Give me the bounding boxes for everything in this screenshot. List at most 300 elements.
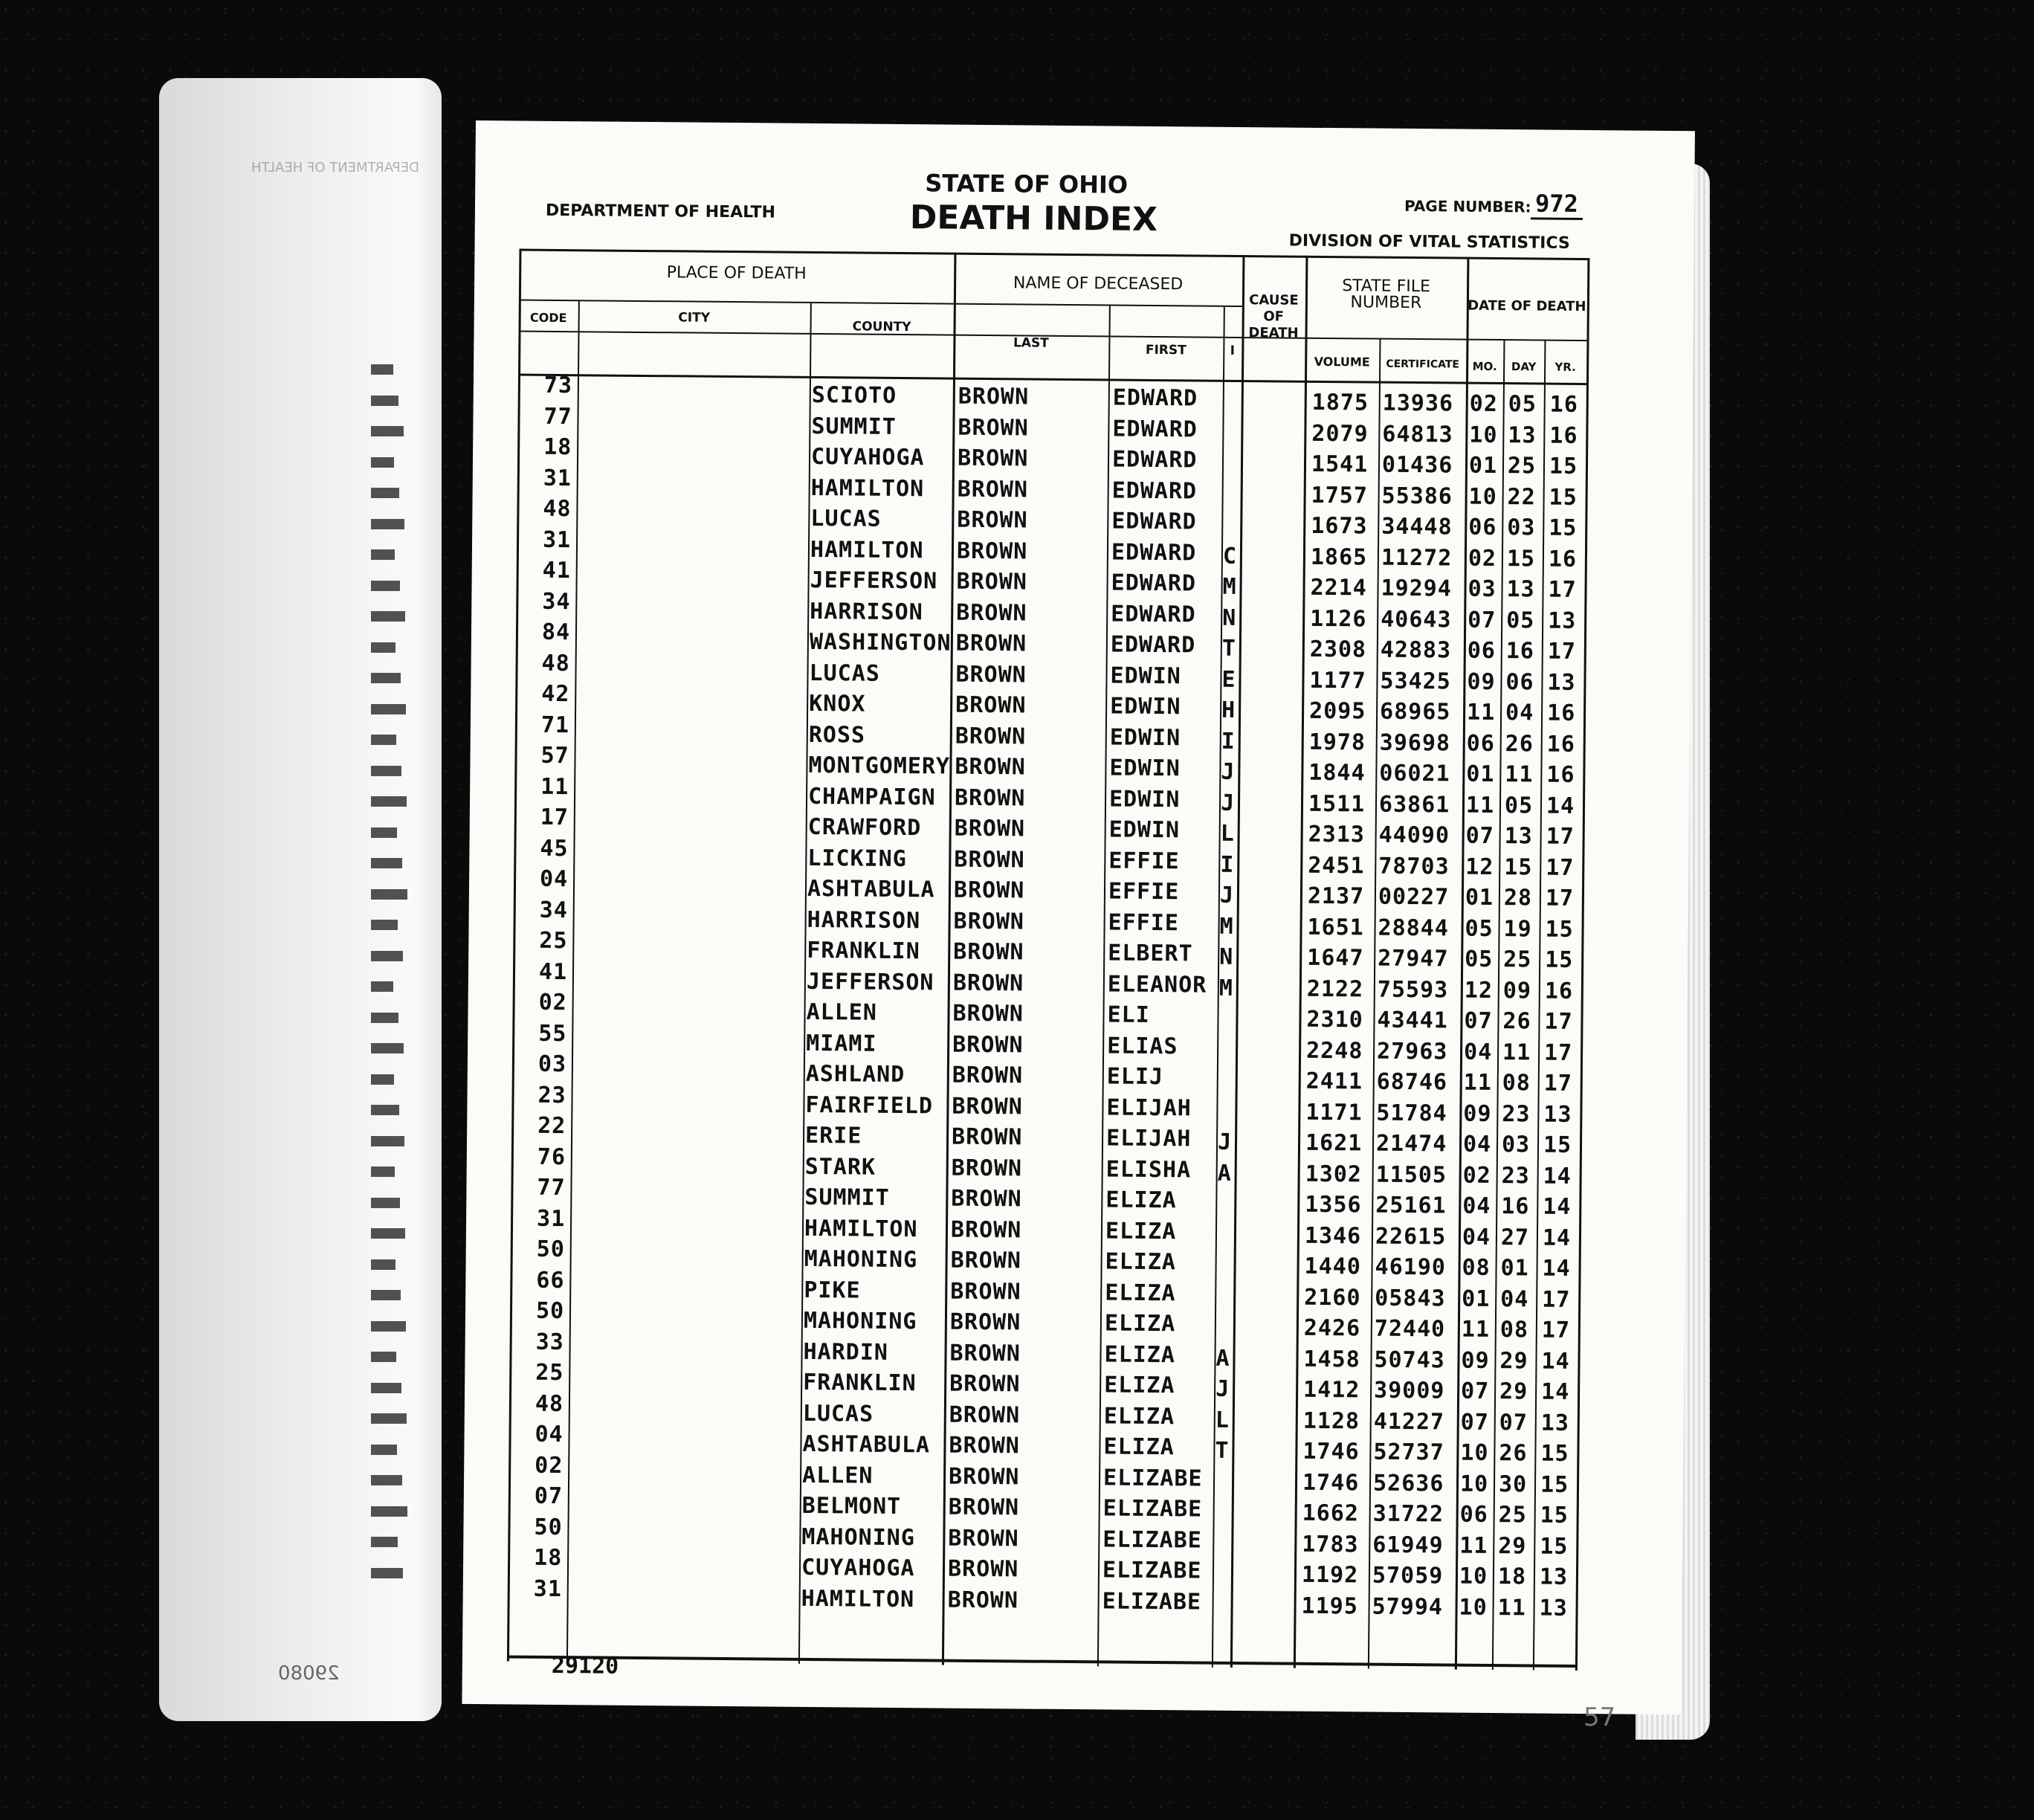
row-day: 19 <box>1503 915 1532 942</box>
row-certificate: 46190 <box>1375 1253 1447 1281</box>
left-page-mark <box>371 1537 398 1547</box>
row-county: HARDIN <box>803 1338 889 1366</box>
row-year: 13 <box>1547 669 1576 696</box>
row-certificate: 40643 <box>1381 606 1452 633</box>
row-day: 13 <box>1504 823 1533 850</box>
left-page-mark <box>371 951 403 961</box>
row-code: 25 <box>535 1359 564 1387</box>
row-month: 11 <box>1463 1069 1493 1096</box>
row-day: 26 <box>1502 1008 1531 1035</box>
row-county: FRANKLIN <box>807 937 920 965</box>
row-volume: 2095 <box>1308 697 1366 725</box>
row-month: 09 <box>1467 668 1496 695</box>
row-volume: 1978 <box>1308 729 1366 755</box>
row-county: LUCAS <box>810 505 882 532</box>
cause-of-death-header: CAUSE OF DEATH <box>1248 292 1299 341</box>
row-code: 18 <box>543 433 572 461</box>
row-volume: 1757 <box>1311 482 1369 509</box>
row-day: 05 <box>1508 391 1537 418</box>
row-code: 07 <box>534 1482 564 1510</box>
row-last-name: BROWN <box>958 414 1029 442</box>
row-certificate: 61949 <box>1372 1532 1444 1558</box>
row-volume: 1440 <box>1304 1253 1361 1280</box>
row-certificate: 19294 <box>1381 575 1453 602</box>
row-code: 41 <box>542 557 571 584</box>
row-initial: E <box>1221 666 1236 693</box>
county-header: COUNTY <box>852 319 911 335</box>
row-county: LUCAS <box>802 1400 874 1427</box>
year-header: YR. <box>1554 360 1576 374</box>
row-day: 04 <box>1500 1285 1529 1312</box>
left-page-mark <box>371 1074 394 1085</box>
row-year: 17 <box>1546 823 1575 850</box>
left-page-mark <box>371 1321 406 1332</box>
row-last-name: BROWN <box>950 1247 1022 1274</box>
row-day: 22 <box>1507 483 1536 510</box>
row-code: 03 <box>537 1051 567 1078</box>
row-initial: L <box>1215 1407 1230 1433</box>
row-last-name: BROWN <box>949 1401 1021 1428</box>
row-first-name: EDWIN <box>1108 785 1181 813</box>
row-month: 01 <box>1465 884 1494 911</box>
row-day: 13 <box>1506 576 1535 603</box>
row-year: 14 <box>1542 1224 1572 1251</box>
row-first-name: EDWARD <box>1111 538 1197 566</box>
code-header: CODE <box>529 310 567 326</box>
row-certificate: 52737 <box>1373 1439 1444 1466</box>
row-certificate: 39009 <box>1373 1377 1445 1404</box>
page-number-label: PAGE NUMBER: <box>1404 196 1531 216</box>
row-year: 13 <box>1548 607 1577 634</box>
row-code: 71 <box>540 711 570 738</box>
row-code: 25 <box>539 927 568 955</box>
row-year: 17 <box>1546 854 1575 881</box>
row-month: 07 <box>1460 1378 1490 1404</box>
row-month: 12 <box>1464 977 1494 1004</box>
row-county: CRAWFORD <box>807 813 922 842</box>
row-code: 02 <box>535 1452 564 1479</box>
row-first-name: ELIZA <box>1103 1433 1175 1461</box>
row-volume: 1192 <box>1301 1561 1359 1589</box>
row-last-name: BROWN <box>949 1370 1021 1398</box>
row-day: 08 <box>1502 1070 1531 1097</box>
row-certificate: 51784 <box>1376 1100 1447 1126</box>
row-code: 48 <box>543 495 572 523</box>
row-first-name: EDWIN <box>1108 816 1181 844</box>
row-code: 48 <box>535 1390 564 1417</box>
row-initial: M <box>1219 913 1234 940</box>
row-first-name: EDWARD <box>1112 384 1198 412</box>
row-code: 04 <box>535 1421 564 1448</box>
row-certificate: 05843 <box>1375 1285 1446 1311</box>
left-page-mark <box>371 581 400 591</box>
row-volume: 1171 <box>1305 1099 1363 1126</box>
row-last-name: BROWN <box>957 506 1028 534</box>
row-last-name: BROWN <box>955 661 1027 688</box>
row-day: 23 <box>1502 1100 1531 1127</box>
row-county: LICKING <box>807 845 907 872</box>
row-certificate: 43441 <box>1377 1007 1448 1034</box>
row-certificate: 44090 <box>1378 822 1450 849</box>
month-header: MO. <box>1472 359 1497 373</box>
row-volume: 2411 <box>1305 1068 1363 1095</box>
row-initial: T <box>1215 1437 1230 1464</box>
row-code: 50 <box>536 1236 566 1263</box>
row-certificate: 57994 <box>1372 1593 1444 1620</box>
row-first-name: ELISHA <box>1105 1155 1192 1183</box>
row-last-name: BROWN <box>957 445 1029 472</box>
row-certificate: 31722 <box>1372 1500 1444 1528</box>
row-first-name: ELIZABE <box>1102 1495 1203 1523</box>
row-last-name: BROWN <box>947 1587 1019 1613</box>
row-month: 10 <box>1468 483 1497 510</box>
certificate-header: CERTIFICATE <box>1386 358 1460 371</box>
row-county: HAMILTON <box>804 1215 918 1242</box>
row-certificate: 42883 <box>1380 636 1452 664</box>
row-month: 09 <box>1463 1100 1492 1127</box>
left-page-mark <box>371 1198 400 1208</box>
row-year: 13 <box>1543 1101 1572 1128</box>
row-code: 34 <box>542 588 571 615</box>
row-first-name: ELI <box>1107 1001 1150 1028</box>
row-month: 04 <box>1462 1193 1491 1219</box>
left-page-mark <box>371 642 396 653</box>
row-certificate: 68746 <box>1376 1068 1448 1096</box>
row-last-name: BROWN <box>953 938 1024 966</box>
row-initial: J <box>1217 1129 1233 1155</box>
row-county: HAMILTON <box>801 1585 915 1613</box>
left-page-mark <box>371 1043 404 1053</box>
row-initial: C <box>1222 543 1238 569</box>
row-code: 41 <box>538 958 568 985</box>
left-page-mark <box>371 766 401 776</box>
row-day: 03 <box>1501 1132 1531 1158</box>
row-first-name: ELIZABE <box>1102 1587 1202 1616</box>
row-day: 13 <box>1508 422 1537 448</box>
row-volume: 1662 <box>1302 1500 1360 1527</box>
row-year: 13 <box>1539 1595 1568 1621</box>
row-year: 17 <box>1547 638 1577 665</box>
row-year: 15 <box>1540 1533 1569 1560</box>
row-month: 01 <box>1462 1285 1491 1312</box>
left-page-mark <box>371 981 393 992</box>
row-last-name: BROWN <box>956 538 1028 564</box>
row-initial: I <box>1221 728 1236 755</box>
row-certificate: 78703 <box>1378 853 1450 880</box>
row-last-name: BROWN <box>956 599 1027 626</box>
row-code: 42 <box>541 680 570 708</box>
row-volume: 1126 <box>1310 605 1367 632</box>
row-certificate: 72440 <box>1374 1315 1446 1343</box>
row-day: 29 <box>1499 1347 1528 1374</box>
row-first-name: ELIZA <box>1104 1310 1176 1337</box>
row-code: 18 <box>533 1544 563 1572</box>
row-day: 15 <box>1506 545 1536 572</box>
row-code: 22 <box>537 1112 566 1140</box>
row-volume: 2248 <box>1305 1037 1363 1064</box>
row-last-name: BROWN <box>955 753 1026 781</box>
row-last-name: BROWN <box>953 908 1025 935</box>
row-last-name: BROWN <box>955 723 1027 749</box>
row-code: 77 <box>543 403 572 430</box>
left-page-mark <box>371 827 397 838</box>
row-county: CUYAHOGA <box>801 1554 915 1582</box>
row-certificate: 68965 <box>1379 698 1451 726</box>
row-day: 04 <box>1505 700 1534 726</box>
left-page-mark <box>371 1136 404 1146</box>
row-year: 17 <box>1543 1039 1573 1066</box>
row-day: 25 <box>1507 453 1537 480</box>
row-year: 17 <box>1543 1070 1573 1097</box>
row-code: 31 <box>542 526 572 553</box>
row-year: 17 <box>1548 576 1577 603</box>
row-volume: 1621 <box>1305 1129 1363 1157</box>
row-month: 12 <box>1465 853 1494 880</box>
row-volume: 1746 <box>1302 1469 1360 1496</box>
row-county: FRANKLIN <box>803 1369 917 1397</box>
row-volume: 2122 <box>1306 975 1364 1002</box>
row-code: 84 <box>541 619 571 646</box>
row-certificate: 57059 <box>1372 1562 1444 1590</box>
row-last-name: BROWN <box>955 630 1027 657</box>
row-county: ALLEN <box>806 998 878 1026</box>
row-first-name: EDWARD <box>1111 569 1197 597</box>
row-county: STARK <box>804 1153 876 1181</box>
row-month: 10 <box>1460 1439 1489 1466</box>
row-initial: N <box>1222 604 1237 631</box>
row-county: CUYAHOGA <box>810 443 925 471</box>
left-page-mark <box>371 396 398 406</box>
row-initial: A <box>1217 1160 1232 1187</box>
row-county: SUMMIT <box>811 413 897 440</box>
state-title: STATE OF OHIO <box>925 169 1129 199</box>
row-county: ROSS <box>808 721 866 749</box>
row-code: 02 <box>538 989 567 1016</box>
row-day: 26 <box>1505 730 1534 757</box>
row-county: HARRISON <box>810 598 923 625</box>
row-initial: M <box>1218 975 1234 1001</box>
name-of-deceased-header: NAME OF DECEASED <box>1013 274 1184 294</box>
row-day: 25 <box>1503 946 1532 973</box>
row-last-name: BROWN <box>954 784 1026 811</box>
row-year: 14 <box>1543 1163 1572 1190</box>
row-year: 14 <box>1543 1193 1572 1220</box>
left-page-mark <box>371 735 396 745</box>
row-initial: A <box>1215 1345 1230 1372</box>
row-county: WASHINGTON <box>809 628 952 656</box>
row-year: 15 <box>1549 484 1578 511</box>
row-first-name: ELIJ <box>1106 1063 1164 1091</box>
left-page-mark <box>371 889 407 900</box>
edge-number: 57 <box>1583 1703 1616 1732</box>
row-code: 34 <box>539 897 569 923</box>
row-certificate: 64813 <box>1382 421 1453 448</box>
row-initial: I <box>1220 851 1235 878</box>
row-first-name: ELIZA <box>1103 1402 1175 1430</box>
page-title: DEATH INDEX <box>909 199 1158 239</box>
row-first-name: ELIZABE <box>1102 1526 1202 1554</box>
row-last-name: BROWN <box>947 1555 1019 1583</box>
row-month: 09 <box>1461 1347 1490 1374</box>
row-year: 13 <box>1539 1564 1569 1590</box>
left-page-mark <box>371 1013 398 1023</box>
row-certificate: 11505 <box>1375 1161 1447 1188</box>
row-year: 17 <box>1541 1317 1571 1343</box>
row-year: 15 <box>1540 1471 1569 1498</box>
row-day: 11 <box>1505 761 1534 788</box>
row-year: 16 <box>1546 761 1575 788</box>
row-year: 13 <box>1540 1410 1570 1436</box>
left-page-mark <box>371 426 404 436</box>
row-last-name: BROWN <box>952 1093 1023 1120</box>
left-page-mark <box>371 1568 403 1578</box>
left-page-mark <box>371 488 399 498</box>
row-month: 02 <box>1462 1162 1491 1189</box>
left-page-mark <box>371 611 405 622</box>
row-last-name: BROWN <box>948 1463 1020 1490</box>
state-file-number-header: STATE FILE NUMBER <box>1342 277 1431 313</box>
index-table <box>507 249 1590 1671</box>
row-volume: 1195 <box>1301 1592 1359 1619</box>
row-county: SUMMIT <box>804 1184 890 1211</box>
death-index-page <box>462 120 1695 1714</box>
left-page-mark <box>371 519 404 529</box>
row-last-name: BROWN <box>949 1308 1021 1336</box>
row-volume: 1844 <box>1308 759 1366 787</box>
row-volume: 1302 <box>1305 1161 1363 1187</box>
row-day: 27 <box>1500 1224 1530 1251</box>
row-year: 15 <box>1543 1132 1572 1158</box>
row-year: 16 <box>1549 391 1578 418</box>
left-page-mark <box>371 1352 396 1362</box>
row-volume: 1511 <box>1308 790 1366 817</box>
row-county: JEFFERSON <box>806 968 934 995</box>
row-volume: 2137 <box>1307 882 1365 910</box>
initial-header: I <box>1230 343 1236 358</box>
left-page-mark <box>371 858 402 868</box>
row-first-name: ELEANOR <box>1107 970 1207 998</box>
row-county: JEFFERSON <box>810 567 938 595</box>
row-certificate: 27963 <box>1376 1038 1448 1065</box>
row-year: 15 <box>1549 514 1578 541</box>
left-page-mark <box>371 1105 399 1115</box>
row-day: 06 <box>1505 668 1534 695</box>
left-page-mark <box>371 1413 407 1424</box>
row-county: MIAMI <box>806 1030 877 1057</box>
left-page-mark <box>371 549 395 560</box>
place-of-death-header: PLACE OF DEATH <box>666 263 807 283</box>
row-last-name: BROWN <box>948 1494 1020 1521</box>
row-month: 03 <box>1468 575 1497 603</box>
day-header: DAY <box>1511 360 1537 374</box>
row-first-name: ELIZA <box>1105 1248 1177 1276</box>
row-month: 06 <box>1468 514 1497 541</box>
row-month: 02 <box>1469 390 1499 418</box>
left-page-mark <box>371 796 407 807</box>
row-county: ASHTABULA <box>802 1430 931 1459</box>
row-certificate: 75593 <box>1377 976 1449 1003</box>
row-code: 57 <box>540 742 569 769</box>
row-volume: 1458 <box>1303 1346 1360 1372</box>
row-month: 02 <box>1468 545 1497 572</box>
row-certificate: 06021 <box>1379 760 1450 787</box>
row-code: 17 <box>540 804 569 831</box>
row-volume: 1651 <box>1307 914 1364 940</box>
row-first-name: EFFIE <box>1108 847 1180 874</box>
row-last-name: BROWN <box>948 1525 1019 1552</box>
row-volume: 1177 <box>1309 667 1366 694</box>
row-last-name: BROWN <box>951 1155 1023 1181</box>
row-volume: 1541 <box>1311 451 1369 478</box>
row-year: 15 <box>1545 946 1574 973</box>
row-day: 29 <box>1498 1532 1527 1559</box>
row-initial: M <box>1222 573 1237 600</box>
row-first-name: EDWARD <box>1111 600 1196 627</box>
left-page-mark <box>371 457 394 468</box>
row-volume: 2426 <box>1303 1314 1361 1342</box>
row-month: 06 <box>1459 1501 1488 1528</box>
left-page-mark <box>371 704 406 714</box>
left-page-mark <box>371 1259 396 1270</box>
row-code: 66 <box>536 1267 565 1294</box>
row-certificate: 21474 <box>1375 1130 1447 1158</box>
left-page-mark <box>371 1290 401 1300</box>
volume-header: VOLUME <box>1314 354 1370 370</box>
row-day: 28 <box>1503 885 1533 911</box>
row-volume: 1746 <box>1302 1438 1360 1465</box>
row-year: 15 <box>1540 1440 1569 1467</box>
row-month: 01 <box>1468 452 1498 480</box>
row-month: 10 <box>1459 1471 1489 1497</box>
row-month: 11 <box>1461 1316 1491 1343</box>
row-year: 14 <box>1542 1255 1571 1282</box>
row-initial: N <box>1219 943 1234 970</box>
row-month: 10 <box>1459 1563 1488 1590</box>
row-volume: 1128 <box>1302 1407 1360 1434</box>
row-year: 16 <box>1548 546 1578 572</box>
row-month: 10 <box>1469 422 1498 448</box>
row-last-name: BROWN <box>952 1062 1024 1089</box>
row-certificate: 28844 <box>1378 914 1450 941</box>
row-last-name: BROWN <box>952 1000 1024 1027</box>
row-code: 76 <box>537 1143 566 1170</box>
row-code: 45 <box>540 835 569 862</box>
row-volume: 2079 <box>1311 420 1369 447</box>
row-code: 31 <box>536 1205 566 1232</box>
row-certificate: 39698 <box>1379 729 1451 756</box>
row-day: 16 <box>1505 638 1535 665</box>
row-first-name: ELIZA <box>1105 1279 1176 1306</box>
row-year: 16 <box>1546 700 1576 726</box>
left-page-mark <box>371 1445 397 1455</box>
row-county: ASHLAND <box>805 1060 905 1088</box>
row-first-name: EDWIN <box>1110 662 1181 689</box>
row-initial: J <box>1221 758 1236 785</box>
first-name-header: FIRST <box>1145 342 1186 358</box>
row-county: HAMILTON <box>810 536 924 564</box>
row-first-name: EDWIN <box>1109 755 1181 782</box>
row-code: 31 <box>543 465 572 491</box>
row-month: 05 <box>1465 915 1494 942</box>
row-last-name: BROWN <box>952 969 1024 996</box>
row-day: 08 <box>1499 1317 1529 1343</box>
row-county: MAHONING <box>803 1307 917 1335</box>
row-month: 07 <box>1460 1409 1490 1436</box>
row-volume: 1346 <box>1304 1222 1362 1249</box>
row-certificate: 55386 <box>1381 483 1453 509</box>
index-rows <box>518 372 1589 1621</box>
row-month: 07 <box>1465 822 1494 849</box>
